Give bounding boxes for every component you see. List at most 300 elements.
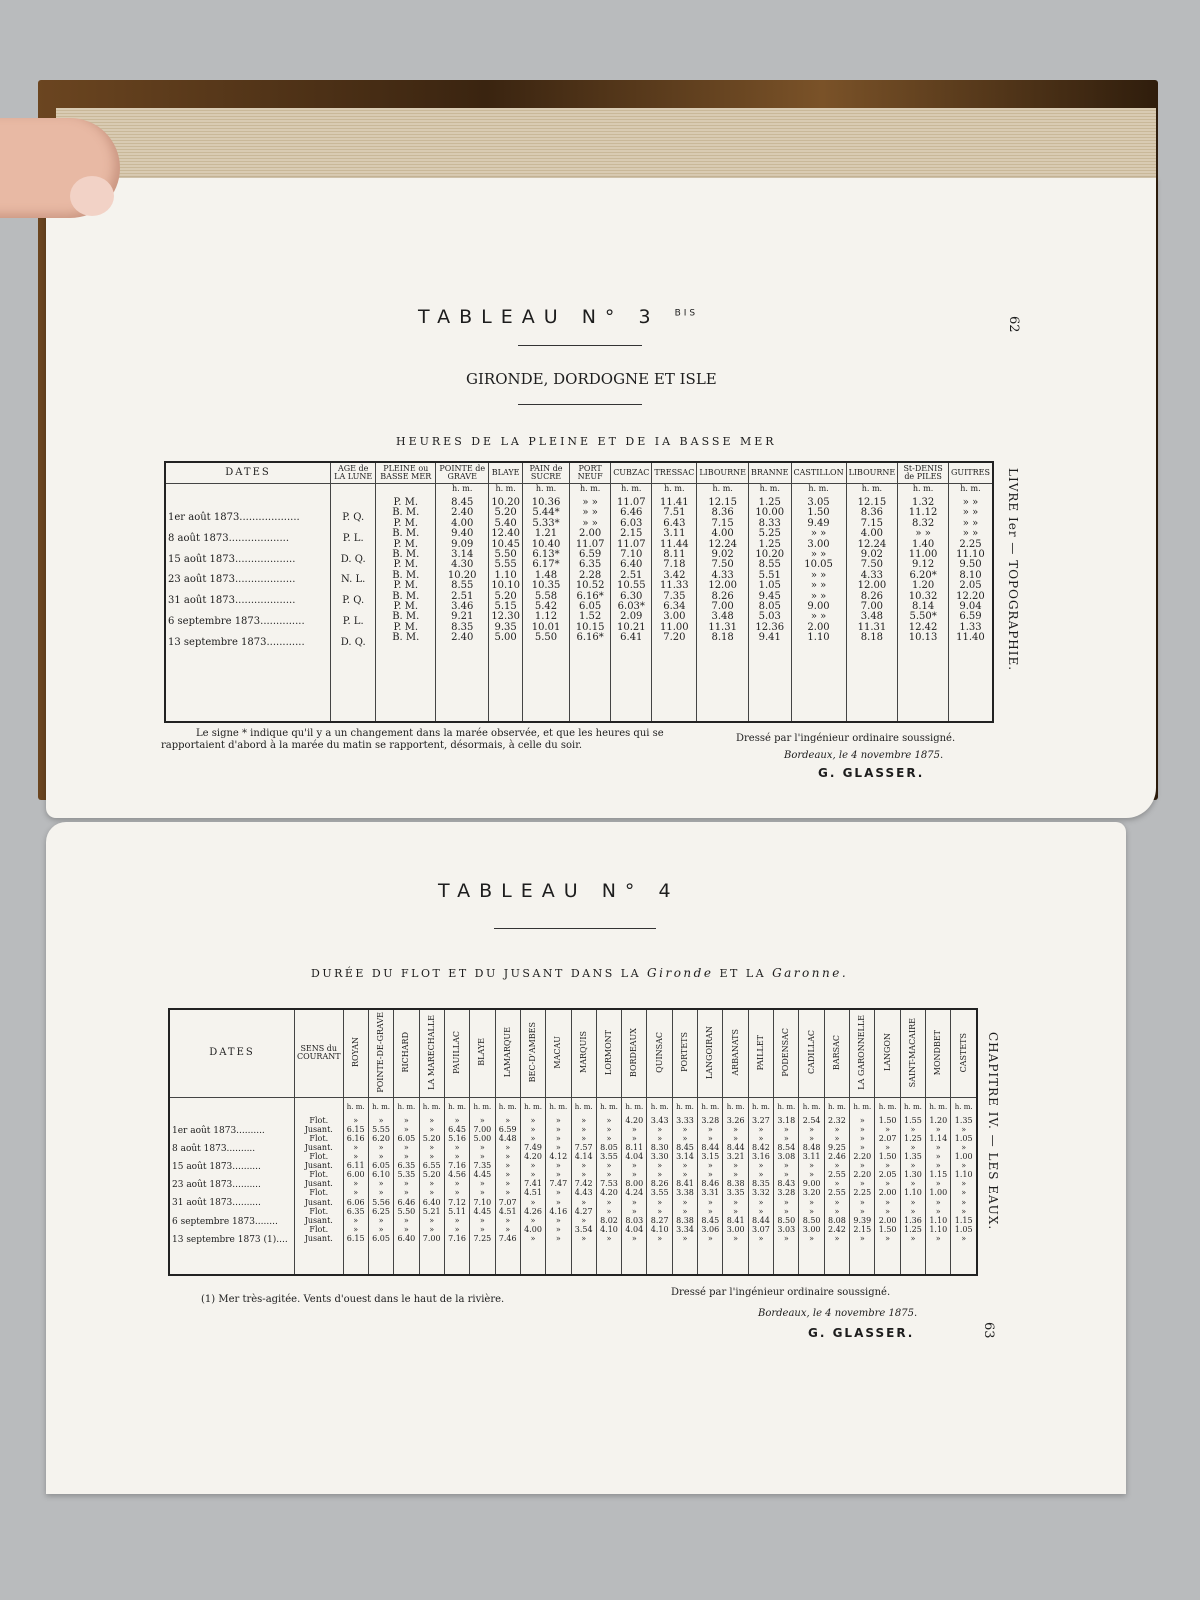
column-header (774, 1009, 799, 1097)
table-cell: » (910, 1233, 916, 1243)
table-cell: 3.35 (726, 1188, 745, 1198)
table-cell: 4.33 (860, 569, 884, 581)
table-cell: 3.43 (650, 1115, 669, 1125)
page-number: 63 (981, 1322, 996, 1339)
table-cell: » (733, 1197, 739, 1207)
table-cell: 6.59 (579, 548, 602, 560)
table-cell: » (479, 1188, 485, 1198)
data-column (875, 1097, 900, 1275)
moon-age: N. L. (341, 574, 366, 586)
data-column (522, 484, 569, 723)
data-column (774, 1097, 799, 1275)
signature: G. GLASSER. (808, 1326, 915, 1340)
table-cell: 8.50 (802, 1215, 821, 1225)
table-cell: » » (962, 517, 979, 529)
data-column (898, 484, 949, 723)
table-cell: 2.00 (878, 1188, 897, 1198)
column-header-label: BLAYE (477, 1038, 487, 1067)
page-63 (46, 822, 1126, 1494)
table-cell: » (657, 1233, 663, 1243)
table-cell: » (530, 1233, 536, 1243)
caption-gironde: Gironde (647, 966, 714, 980)
table-cell: 6.59 (498, 1124, 517, 1134)
column-header: St-DENIS de PILES (898, 462, 949, 484)
moon-age: P. L. (342, 615, 364, 627)
table-cell: » (403, 1124, 409, 1134)
table-cell: 8.18 (860, 632, 884, 644)
table-cell: » (505, 1179, 511, 1189)
table-cell: 5.55 (372, 1124, 390, 1134)
column-header-label: PODENSAC (781, 1028, 791, 1077)
table-cell: 12.42 (908, 621, 938, 633)
current-direction: Jusant. (304, 1161, 333, 1171)
table-cell: 3.30 (650, 1152, 669, 1162)
table-cell: 11.44 (660, 538, 689, 550)
table-cell: » (783, 1233, 789, 1243)
table-cell: » (454, 1224, 460, 1234)
table-cell: 10.55 (616, 580, 646, 592)
table-cell: 2.55 (828, 1188, 846, 1198)
table-cell: 6.43 (663, 517, 686, 529)
table-cell: 1.05 (954, 1133, 973, 1143)
column-header: CASTILLON (791, 462, 846, 484)
table-cell: » (581, 1115, 587, 1125)
table-cell: » (935, 1124, 941, 1134)
table-cell: » (707, 1124, 713, 1134)
table-cell: 3.28 (701, 1115, 720, 1125)
place-date: Bordeaux, le 4 novembre 1875. (784, 750, 944, 761)
column-header-label: CASTETS (958, 1032, 968, 1073)
table-cell: » (555, 1124, 561, 1134)
table-cell: 11.31 (708, 621, 737, 633)
column-header-label: SAINT-MACAIRE (907, 1017, 917, 1087)
column-header (748, 1009, 773, 1097)
table-cell: 12.15 (857, 497, 887, 508)
unit-label (378, 484, 433, 498)
date-label: 31 août 1873................... (168, 595, 296, 607)
table-cell: 6.13* (532, 548, 560, 560)
table-cell: 3.48 (860, 611, 884, 623)
table-cell: » (555, 1224, 561, 1234)
column-header-label: LANGOIRAN (705, 1025, 715, 1079)
table-cell: » (961, 1233, 967, 1243)
unit-label: h. m. (878, 1102, 897, 1111)
data-column (436, 484, 489, 723)
table-cell: 1.55 (904, 1115, 922, 1125)
table-cell: 3.00 (807, 538, 830, 550)
unit-label: h. m. (960, 484, 981, 493)
table-cell: » (834, 1124, 840, 1134)
table-cell: » (809, 1197, 815, 1207)
table-cell: B. M. (392, 632, 420, 644)
table-cell: 8.11 (625, 1142, 644, 1152)
table-cell: » (429, 1115, 435, 1125)
table-cell: » (353, 1142, 359, 1152)
table-cell: B. M. (392, 548, 420, 560)
table-cell: 7.10 (473, 1197, 492, 1207)
table-cell: » (783, 1133, 789, 1143)
table-cell: » (505, 1170, 511, 1180)
current-direction: Flot. (309, 1188, 329, 1198)
unit-label: h. m. (929, 1102, 948, 1111)
table-cell: 1.15 (954, 1215, 973, 1225)
table-cell: » (834, 1133, 840, 1143)
table-cell: » (403, 1179, 409, 1189)
table-cell: 8.55 (758, 559, 781, 571)
table-cell: 4.20 (524, 1152, 542, 1162)
data-column (948, 484, 993, 723)
table-cell: » (783, 1124, 789, 1134)
column-header: LIBOURNE (846, 462, 898, 484)
table-cell: 3.54 (574, 1224, 593, 1234)
unit-label: h. m. (448, 1102, 466, 1111)
table-cell: 3.18 (777, 1115, 796, 1125)
column-header-label: LORMONT (603, 1029, 613, 1075)
table-cell: » (479, 1224, 485, 1234)
table-cell: 8.35 (451, 621, 474, 633)
data-column (951, 1097, 977, 1275)
table-cell: 7.35 (663, 590, 686, 602)
table-cell: 6.06 (346, 1197, 365, 1207)
table-cell: 6.03* (617, 600, 645, 612)
table-cell: 9.41 (758, 632, 781, 644)
data-column (850, 1097, 875, 1275)
table-cell: 3.32 (752, 1188, 770, 1198)
table-cell: 5.50* (909, 611, 937, 623)
table-caption (311, 966, 848, 980)
column-header (596, 1009, 621, 1097)
table-cell: » (783, 1170, 789, 1180)
table-cell: » (935, 1206, 941, 1216)
data-column (376, 484, 436, 723)
table-cell: » (581, 1215, 587, 1225)
column-header (799, 1009, 824, 1097)
table-cell: » » (810, 580, 827, 592)
table-cell: » (581, 1133, 587, 1143)
table-cell: 6.17* (532, 559, 560, 571)
table-cell: » » (582, 497, 598, 508)
table-cell: 2.15 (620, 528, 643, 540)
table-cell: » (353, 1215, 359, 1225)
table-cell: » (505, 1115, 511, 1125)
table-cell: » (505, 1188, 511, 1198)
table-cell: 7.16 (448, 1161, 466, 1171)
table-cell: 8.26 (711, 590, 734, 602)
title-superscript: BIS (674, 308, 699, 319)
unit-label: h. m. (621, 484, 642, 493)
column-header (520, 1009, 545, 1097)
table-cell: 3.26 (726, 1115, 745, 1125)
current-direction-cell (295, 1097, 344, 1275)
table-cell: » (758, 1161, 764, 1171)
table-cell: 9.50 (959, 559, 982, 571)
table-cell: » (682, 1124, 688, 1134)
table-cell: » (935, 1142, 941, 1152)
unit-label: h. m. (954, 1102, 973, 1111)
table-cell: » (479, 1142, 485, 1152)
table-cell: » (657, 1133, 663, 1143)
table-cell: » (429, 1215, 435, 1225)
table-cell: 5.20 (494, 507, 517, 519)
table-cell: 10.05 (804, 559, 833, 571)
table-cell: 8.41 (676, 1179, 694, 1189)
current-direction: Jusant. (304, 1142, 333, 1152)
table-cell: » » (582, 517, 598, 529)
current-direction: Flot. (309, 1115, 329, 1125)
table-cell: » (555, 1197, 561, 1207)
table-cell: 5.50 (494, 548, 517, 560)
table-cell: 1.25 (904, 1133, 922, 1143)
table-cell: B. M. (392, 569, 420, 581)
unit-label: h. m. (726, 1102, 745, 1111)
table-cell: » (809, 1133, 815, 1143)
table-cell: 3.27 (752, 1115, 770, 1125)
table-cell: 4.48 (498, 1133, 517, 1143)
unit-label: h. m. (701, 1102, 720, 1111)
table-caption: HEURES DE LA PLEINE ET DE IA BASSE MER (396, 435, 777, 448)
table-cell: 1.10 (494, 569, 517, 581)
column-header (647, 1009, 672, 1097)
table-cell: » (859, 1179, 865, 1189)
table-cell: » (885, 1161, 891, 1171)
table-cell: 8.36 (860, 507, 884, 519)
table-cell: » » (915, 528, 931, 540)
data-column (570, 484, 611, 723)
column-header-label: POINTE-DE-GRAVE (376, 1012, 386, 1093)
table-cell: 5.50 (397, 1206, 416, 1216)
table-cell: » (555, 1142, 561, 1152)
table-cell: 8.45 (676, 1142, 694, 1152)
table-cell: » (834, 1179, 840, 1189)
table-cell: » (530, 1133, 536, 1143)
unit-label: h. m. (579, 484, 601, 493)
table-cell: 11.33 (660, 580, 689, 592)
table-cell: 5.25 (758, 528, 781, 540)
table-cell: » (353, 1115, 359, 1125)
table-cell: » (581, 1161, 587, 1171)
asterisk-note: Le signe * indique qu'il y a un changement dans la marée observée, et que les heures qui se rapportaient d'abord à la marée du matin se rapportent, désormais, à celle du soir. (161, 728, 664, 751)
table-cell: 2.05 (878, 1170, 897, 1180)
table-cell: 3.03 (777, 1224, 796, 1234)
table-cell: 4.45 (473, 1170, 492, 1180)
table-cell: » (859, 1233, 865, 1243)
table-cell: » (429, 1124, 435, 1134)
table-cell: » (707, 1233, 713, 1243)
table-cell: 12.36 (755, 621, 785, 633)
table-cell: » (910, 1197, 916, 1207)
column-header-label: BORDEAUX (629, 1027, 639, 1077)
table-cell: 3.38 (676, 1188, 694, 1198)
table-cell: » (378, 1179, 384, 1189)
table-cell: » (885, 1206, 891, 1216)
table-cell: 6.30 (620, 590, 643, 602)
table-cell: » (707, 1197, 713, 1207)
column-header-label: QUINSAC (654, 1031, 664, 1073)
flow-duration-table-4 (168, 1008, 978, 1276)
table-cell: 10.15 (575, 621, 605, 633)
current-direction: Jusant. (304, 1179, 333, 1189)
table-cell: 9.21 (451, 611, 474, 623)
table-cell: P. M. (393, 580, 418, 592)
table-cell: 3.00 (663, 611, 686, 623)
table-cell: » (581, 1233, 587, 1243)
table-cell: 2.42 (828, 1224, 846, 1234)
table-cell: 10.20 (491, 497, 520, 508)
table-cell: 2.15 (853, 1224, 872, 1234)
table-cell: 6.00 (346, 1170, 365, 1180)
table-cell: 11.41 (660, 497, 689, 508)
table-cell: 8.42 (752, 1142, 770, 1152)
column-header: PAIN de SUCRE (522, 462, 569, 484)
table-cell: » (809, 1161, 815, 1171)
table-cell: » (454, 1179, 460, 1189)
table-cell: » (454, 1152, 460, 1162)
table-cell: 1.48 (534, 569, 558, 581)
date-label: 1er août 1873.......... (172, 1125, 265, 1136)
table-cell: » (809, 1124, 815, 1134)
table-cell: 1.14 (929, 1133, 948, 1143)
table-cell: 3.21 (726, 1152, 745, 1162)
moon-age: P. Q. (342, 595, 365, 607)
column-header: GUITRES (948, 462, 993, 484)
unit-label: h. m. (549, 1102, 568, 1111)
table-cell: 9.09 (451, 538, 474, 550)
table-cell: » (859, 1197, 865, 1207)
table-cell: » (859, 1206, 865, 1216)
unit-label: h. m. (397, 1102, 416, 1111)
column-header-label: ROYAN (350, 1037, 360, 1068)
table-cell: 10.10 (491, 580, 520, 592)
table-cell: » (454, 1142, 460, 1152)
table-cell: » (378, 1115, 384, 1125)
table-cell: 6.40 (422, 1197, 441, 1207)
table-cell: 3.06 (701, 1224, 720, 1234)
dates-cell (165, 484, 331, 723)
table-cell: 1.32 (911, 497, 935, 508)
table-cell: 1.35 (954, 1115, 973, 1125)
table-cell: » (657, 1124, 663, 1134)
unit-label: h. m. (808, 484, 829, 493)
table-cell: » (682, 1170, 688, 1180)
table-cell: » (378, 1215, 384, 1225)
table-cell: 8.44 (752, 1215, 770, 1225)
table-cell: 1.50 (807, 507, 830, 519)
table-cell: 8.50 (777, 1215, 796, 1225)
table-cell: 2.20 (853, 1170, 872, 1180)
column-header-label: BEC-D'AMBÈS (528, 1022, 537, 1083)
table-cell: 1.05 (954, 1224, 973, 1234)
table-cell: » (429, 1142, 435, 1152)
table-cell: 10.40 (531, 538, 561, 550)
table-cell: » (378, 1142, 384, 1152)
drafted-line: Dressé par l'ingénieur ordinaire soussigné. (671, 1287, 891, 1298)
table-cell: 3.11 (802, 1152, 821, 1162)
table-cell: » (454, 1115, 460, 1125)
table-cell: 4.14 (574, 1152, 593, 1162)
table-cell: » (859, 1161, 865, 1171)
table-cell: 2.54 (802, 1115, 821, 1125)
table-cell: » (429, 1224, 435, 1234)
table-cell: 5.20 (422, 1170, 441, 1180)
table-cell: » (505, 1215, 511, 1225)
table-cell: 3.55 (650, 1188, 669, 1198)
table-cell: » (758, 1133, 764, 1143)
table-cell: 2.25 (959, 538, 982, 550)
column-header-label: LAMARQUE (502, 1027, 512, 1078)
table-cell: 8.55 (451, 580, 474, 592)
table-cell: » (783, 1206, 789, 1216)
table-cell: 5.11 (448, 1206, 466, 1216)
column-header (951, 1009, 977, 1097)
title-rule (518, 345, 642, 346)
unit-label: h. m. (422, 1102, 441, 1111)
unit-label: h. m. (625, 1102, 644, 1111)
table-cell: 4.43 (574, 1188, 593, 1198)
table-cell: 6.35 (397, 1161, 416, 1171)
table-cell: » » (810, 590, 827, 602)
table-cell: 1.05 (758, 580, 781, 592)
unit-label: h. m. (524, 1102, 542, 1111)
table-cell: » (707, 1133, 713, 1143)
data-column (470, 1097, 495, 1275)
table-cell: 7.57 (574, 1142, 593, 1152)
table-cell: 4.00 (860, 528, 884, 540)
table-cell: 8.43 (777, 1179, 796, 1189)
date-label: 6 septembre 1873.............. (168, 615, 305, 627)
table-cell: 7.10 (620, 548, 643, 560)
table-cell: » (961, 1161, 967, 1171)
table-cell: 11.07 (616, 538, 646, 550)
table-cell: » (783, 1197, 789, 1207)
table-cell: » (606, 1124, 612, 1134)
table-cell: 6.45 (448, 1124, 466, 1134)
table-cell: 2.51 (620, 569, 643, 581)
table-cell: » (758, 1170, 764, 1180)
table-cell: » (834, 1197, 840, 1207)
dates-cell (169, 1097, 295, 1275)
unit-label: h. m. (777, 1102, 796, 1111)
data-column (824, 1097, 849, 1275)
title-text: TABLEAU N° 3 (418, 306, 660, 328)
table-cell: 8.46 (701, 1179, 720, 1189)
table-cell: » (859, 1142, 865, 1152)
column-header (723, 1009, 748, 1097)
table-cell: » » (810, 569, 827, 581)
table-cell: 4.51 (498, 1206, 517, 1216)
table-cell: 8.03 (625, 1215, 644, 1225)
table-cell: 4.26 (524, 1206, 542, 1216)
table-cell: » (403, 1115, 409, 1125)
table-cell: 2.40 (451, 507, 474, 519)
unit-label: h. m. (664, 484, 685, 493)
table-cell: 9.25 (828, 1142, 846, 1152)
table-cell: 8.32 (911, 517, 935, 529)
table-cell: » (606, 1197, 612, 1207)
table-cell: » (454, 1188, 460, 1198)
table-cell: 3.46 (451, 600, 474, 612)
column-header-label: PAUILLAC (452, 1030, 462, 1074)
data-column (571, 1097, 596, 1275)
table-cell: » (479, 1115, 485, 1125)
side-label: LIVRE Ier — TOPOGRAPHIE. (1006, 468, 1020, 672)
current-direction: Jusant. (304, 1197, 333, 1207)
table-cell: 7.53 (600, 1179, 618, 1189)
table-cell: 4.20 (625, 1115, 644, 1125)
table-cell: » (606, 1133, 612, 1143)
table-cell: 6.46 (397, 1197, 416, 1207)
table-cell: » (403, 1142, 409, 1152)
column-header-label: MONDBET (933, 1029, 943, 1075)
